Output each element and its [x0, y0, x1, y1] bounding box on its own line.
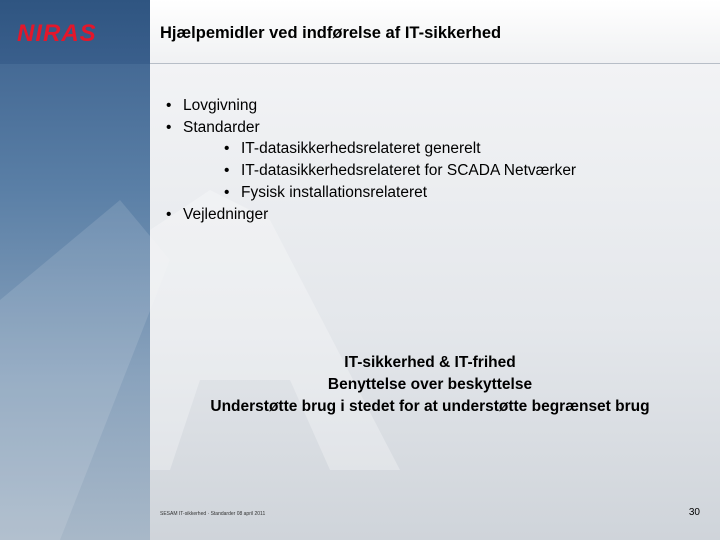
header: [0, 0, 720, 64]
bullet-icon: •: [166, 118, 172, 136]
bullet-icon: •: [224, 140, 230, 158]
list-item-text: IT-datasikkerhedsrelateret for SCADA Netværker: [241, 162, 577, 180]
statement-line: Understøtte brug i stedet for at understøtte begrænset brug: [210, 398, 650, 415]
sub-list-item: [166, 138, 706, 160]
statement-line: IT-sikkerhed & IT-frihed: [344, 354, 516, 371]
side-band: [0, 0, 150, 540]
key-statements: [150, 352, 710, 418]
list-item-text: IT-datasikkerhedsrelateret generelt: [241, 140, 481, 158]
list-item-text: Fysisk installationsrelateret: [241, 183, 428, 201]
statement-line: Benyttelse over beskyttelse: [327, 376, 533, 393]
list-item: [166, 204, 706, 226]
footer-text: SESAM IT-sikkerhed · Standarder 08 april 2011: [160, 511, 266, 517]
sub-list-item: [166, 182, 706, 204]
bullet-icon: •: [224, 183, 230, 201]
list-item-text: Vejledninger: [183, 205, 269, 223]
list-item: [166, 95, 706, 117]
slide-title: Hjælpemidler ved indførelse af IT-sikkerhed: [160, 24, 502, 42]
sub-list-item: [166, 160, 706, 182]
page-number: 30: [688, 507, 700, 518]
bullet-icon: •: [166, 205, 172, 223]
logo-area: [0, 0, 150, 64]
title-bar: [150, 0, 720, 64]
bullet-icon: •: [224, 162, 230, 180]
list-item-text: Lovgivning: [183, 97, 258, 114]
niras-logo: NIRAS: [17, 20, 97, 47]
list-item: [166, 117, 706, 139]
bullet-icon: •: [166, 97, 172, 114]
list-item-text: Standarder: [183, 118, 260, 136]
bullet-list: [166, 95, 706, 225]
